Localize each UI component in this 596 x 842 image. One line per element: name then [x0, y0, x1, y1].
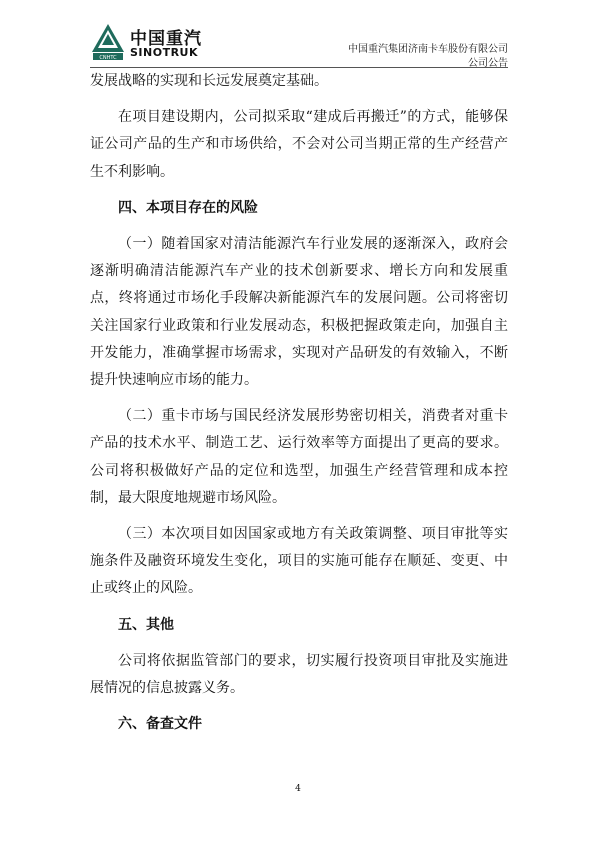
paragraph-risk-3: （三）本次项目如因国家或地方有关政策调整、项目审批等实施条件及融资环境发生变化，项目的实施可能存在顺延、变更、中止或终止的风险。	[90, 526, 508, 597]
page-header	[90, 20, 508, 69]
logo-chinese-name: 中国重汽	[130, 29, 202, 49]
paragraph-other: 公司将依据监管部门的要求，切实履行投资项目审批及实施进展情况的信息披露义务。	[90, 652, 508, 697]
company-name: 中国重汽集团济南卡车股份有限公司	[348, 44, 508, 55]
paragraph-risk-1: （一）随着国家对清洁能源汽车行业发展的逐渐深入，政府会逐渐明确清洁能源汽车产业的技术创新要求、增长方向和发展重点，终将通过市场化手段解决新能源汽车的发展问题。公司将密切关注国家行业政策和行业发展动态，积极把握政策走向，加强自主开发能力，准确掌握市场需求，实现对产品研发的有效输入，不断提升快速响应市场的能力。	[90, 236, 508, 389]
logo-english-name: SINOTRUK	[130, 46, 199, 59]
paragraph-continuation: 发展战略的实现和长远发展奠定基础。	[90, 73, 328, 89]
heading-section-5: 五、其他	[118, 616, 174, 633]
page-number: 4	[295, 784, 301, 794]
paragraph-risk-2: （二）重卡市场与国民经济发展形势密切相关，消费者对重卡产品的技术水平、制造工艺、运行效率等方面提出了更高的要求。公司将积极做好产品的定位和选型，加强生产经营管理和成本控制，最大限度地规避市场风险。	[90, 408, 508, 506]
document-body	[90, 68, 508, 738]
heading-section-4: 四、本项目存在的风险	[118, 199, 258, 216]
company-logo	[90, 22, 230, 66]
logo-badge-text: CNHTC	[99, 55, 117, 61]
sinotruk-emblem-icon	[90, 22, 126, 62]
paragraph-construction-period: 在项目建设期内，公司拟采取“建成后再搬迁”的方式，能够保证公司产品的生产和市场供给，不会对公司当期正常的生产经营产生不利影响。	[90, 109, 508, 180]
document-type: 公司公告	[468, 58, 508, 69]
heading-section-6: 六、备查文件	[118, 716, 202, 733]
